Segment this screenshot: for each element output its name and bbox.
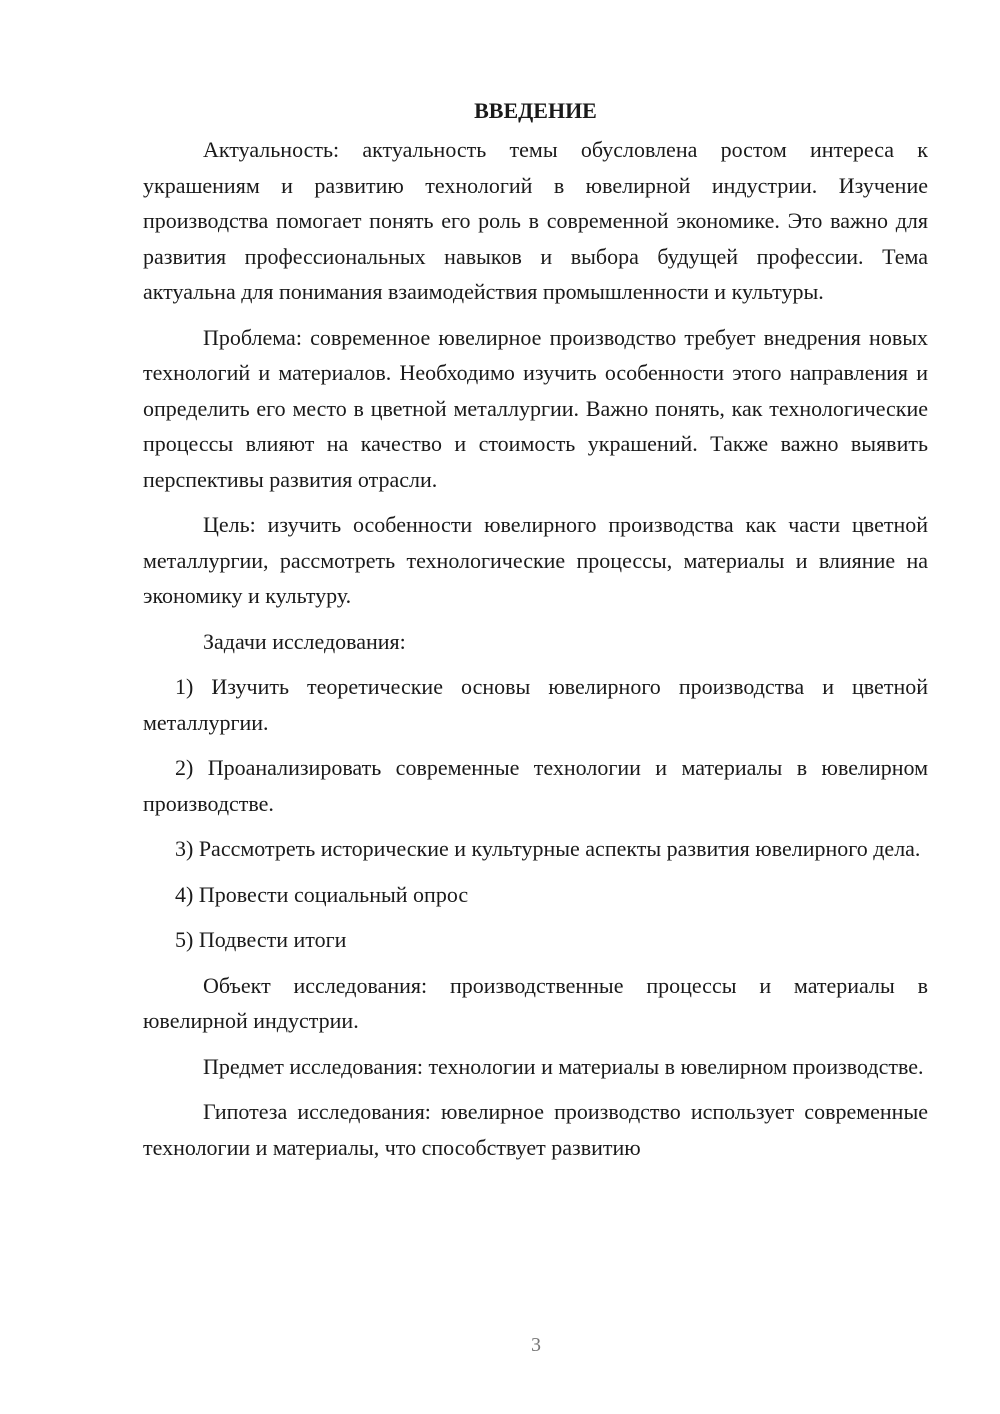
object-paragraph: Объект исследования: производственные процессы и материалы в ювелирной индустрии. (143, 972, 928, 1033)
task-item-4: 4) Провести социальный опрос (175, 881, 469, 907)
task-item-2: 2) Проанализировать современные технологии и материалы в ювелирном производстве. (143, 755, 928, 816)
tasks-heading: Задачи исследования: (203, 628, 406, 654)
problem-paragraph: Проблема: современное ювелирное производство требует внедрения новых технологий и материалов. Необходимо изучить особенности этого направления и определить его место в цветной металлургии. Важно понять, как технологические процессы влияют на качество и стоимость украшений. Также важно выявить перспективы развития отрасли. (143, 324, 928, 492)
hypothesis-paragraph: Гипотеза исследования: ювелирное производство использует современные технологии и материалы, что способствует развитию (143, 1099, 928, 1160)
relevance-paragraph: Актуальность: актуальность темы обусловлена ростом интереса к украшениям и развитию технологий в ювелирной индустрии. Изучение производства помогает понять его роль в современной экономике. Это важно для развития профессиональных навыков и выбора будущей профессии. Тема актуальна для понимания взаимодействия промышленности и культуры. (143, 137, 928, 304)
page-content (143, 96, 928, 1165)
subject-paragraph: Предмет исследования: технологии и материалы в ювелирном производстве. (203, 1053, 924, 1079)
goal-paragraph: Цель: изучить особенности ювелирного производства как части цветной металлургии, рассмотреть технологические процессы, материалы и влияние на экономику и культуру. (143, 512, 928, 608)
task-item-1: 1) Изучить теоретические основы ювелирного производства и цветной металлургии. (143, 674, 928, 735)
page-title: ВВЕДЕНИЕ (474, 98, 597, 123)
page-number: 3 (531, 1334, 541, 1356)
task-item-3: 3) Рассмотреть исторические и культурные аспекты развития ювелирного дела. (175, 836, 921, 861)
task-item-5: 5) Подвести итоги (175, 927, 347, 952)
